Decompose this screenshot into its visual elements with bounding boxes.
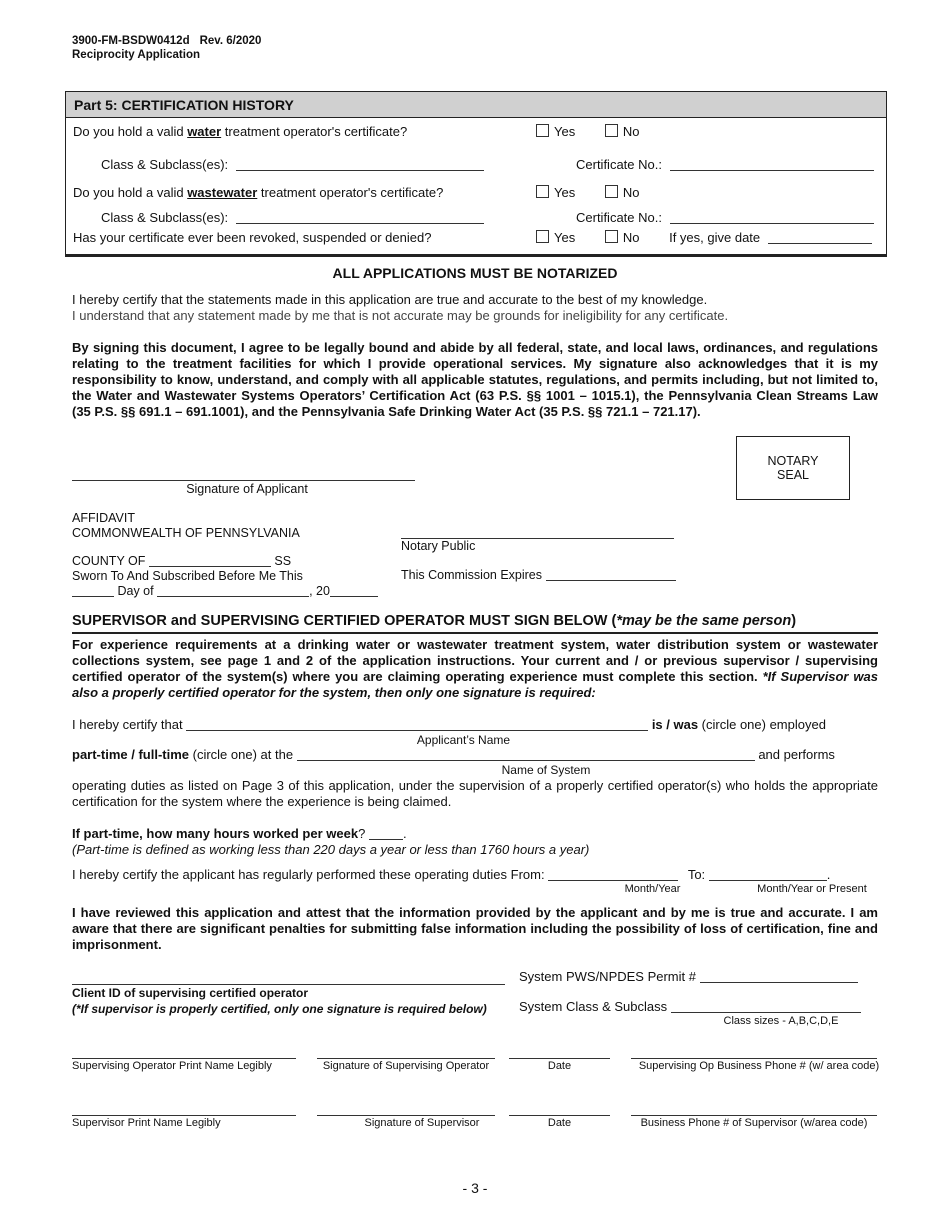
supervisor-intro-note: *If Supervisor was also a properly certified operator for the system, then only one signature is required:	[72, 669, 878, 700]
supervisor-name-caption: Supervisor Print Name Legibly	[72, 1117, 221, 1129]
operator-date-line[interactable]	[509, 1058, 610, 1059]
performed-from-label: I hereby certify the applicant has regularly performed these operating duties From:	[72, 867, 545, 882]
month-year-caption: Month/Year	[624, 883, 681, 895]
year-prefix: , 20	[309, 584, 330, 598]
day-field[interactable]	[72, 585, 114, 597]
applicant-name-caption: Applicant’s Name	[416, 733, 511, 747]
signature-of-applicant-label: Signature of Applicant	[186, 482, 308, 496]
operator-phone-caption: Supervising Op Business Phone # (w/ area code)	[638, 1060, 880, 1072]
wastewater-class-row	[101, 210, 484, 225]
form-title: Reciprocity Application	[72, 49, 201, 61]
certify-statement	[72, 292, 878, 324]
notary-public-label: Notary Public	[401, 539, 476, 553]
commission-expires-row	[401, 568, 676, 582]
performed-dates-row: I hereby certify the applicant has regularly performed these operating duties From: To: .	[72, 867, 831, 882]
water-cert-no-row	[576, 157, 874, 172]
wastewater-cert-question: Do you hold a valid wastewater treatment operator's certificate?	[73, 185, 444, 200]
to-date-field[interactable]	[709, 867, 827, 881]
supervisor-name-line[interactable]	[72, 1115, 296, 1116]
part-time-note: (Part-time is defined as working less than 220 days a year or less than 1760 hours a year)	[72, 842, 590, 857]
part-full-label: part-time / full-time	[72, 747, 190, 762]
wastewater-class-field[interactable]	[236, 210, 484, 224]
no-label: No	[622, 230, 640, 245]
day-of-row	[72, 584, 378, 599]
supervisor-title-note: *may be the same person	[616, 613, 792, 629]
revoked-question: Has your certificate ever been revoked, suspended or denied?	[73, 230, 432, 245]
notary-seal-box	[736, 436, 850, 500]
is-was-label: is / was	[651, 717, 699, 732]
system-name-field[interactable]	[297, 747, 755, 761]
revoked-yes-no	[536, 230, 872, 245]
system-class-field[interactable]	[671, 999, 861, 1013]
certification-history-section	[65, 91, 887, 257]
supervisor-signature-line[interactable]	[317, 1115, 495, 1116]
system-class-label: System Class & Subclass	[519, 999, 668, 1014]
certify-that-label: I hereby certify that	[72, 717, 183, 732]
operator-date-caption: Date	[547, 1060, 572, 1072]
system-name-caption: Name of System	[501, 763, 591, 777]
certify-line-2: I understand that any statement made by me that is not accurate may be grounds for ineligibility for any certificate.	[72, 308, 729, 323]
supervisor-title-rule	[72, 632, 878, 634]
supervisor-phone-line[interactable]	[631, 1115, 877, 1116]
client-id-note: (*If supervisor is properly certified, only one signature is required below)	[72, 1002, 487, 1016]
hours-question: If part-time, how many hours worked per week	[72, 826, 359, 841]
water-keyword: water	[187, 124, 222, 139]
form-revision: Rev. 6/2020	[199, 35, 262, 47]
form-header	[72, 34, 261, 62]
wastewater-yes-checkbox[interactable]	[536, 185, 549, 198]
commonwealth-label: COMMONWEALTH OF PENNSYLVANIA	[72, 526, 300, 540]
water-cert-no-field[interactable]	[670, 157, 874, 171]
water-class-field[interactable]	[236, 157, 484, 171]
yes-label: Yes	[554, 124, 576, 139]
supervisor-date-line[interactable]	[509, 1115, 610, 1116]
notary-seal-line-1: NOTARY	[767, 454, 819, 468]
hours-question-row: If part-time, how many hours worked per week? .	[72, 826, 407, 841]
circle-one-employed-label: (circle one) employed	[698, 717, 826, 732]
water-yes-checkbox[interactable]	[536, 124, 549, 137]
class-sizes-caption: Class sizes - A,B,C,D,E	[723, 1015, 839, 1027]
revoked-no-checkbox[interactable]	[605, 230, 618, 243]
cert-no-label: Certificate No.:	[576, 210, 662, 225]
pws-permit-field[interactable]	[700, 969, 858, 983]
notary-seal-line-2: SEAL	[777, 468, 809, 482]
affidavit-title: AFFIDAVIT	[72, 511, 135, 525]
no-label: No	[622, 185, 640, 200]
pws-permit-row	[519, 969, 858, 984]
operating-duties-text: operating duties as listed on Page 3 of this application, under the supervision of a properly certified operator(s) who holds the appropriate certification for the system where the experience is being claimed.	[72, 778, 878, 809]
certify-employment-row	[72, 717, 878, 732]
water-yes-no	[536, 124, 639, 139]
operator-name-caption: Supervising Operator Print Name Legibly	[72, 1060, 272, 1072]
sworn-label: Sworn To And Subscribed Before Me This	[72, 569, 303, 583]
year-field[interactable]	[330, 585, 378, 597]
applicant-name-field[interactable]	[186, 717, 648, 731]
cert-no-label: Certificate No.:	[576, 157, 662, 172]
hours-per-week-field[interactable]	[369, 826, 403, 840]
yes-label: Yes	[554, 230, 576, 245]
system-row	[72, 747, 878, 762]
commission-expires-field[interactable]	[546, 569, 676, 581]
operator-signature-caption: Signature of Supervising Operator	[322, 1060, 490, 1072]
signing-paragraph: By signing this document, I agree to be legally bound and abide by all federal, state, and local laws, ordinances, and regulations relating to the treatment facilities for which I provide operational services. My signature also acknowledges that it is my responsibility to know, understand, and comply with all applicable statutes, regulations, and permits including, but not limited to, the Water and Wastewater Systems Operators’ Certification Act (63 P.S. §§ 1001 – 1015.1), the Pennsylvania Clean Streams Law (35 P.S. §§ 691.1 – 691.1001), and the Pennsylvania Safe Drinking Water Act (35 P.S. §§ 721.1 – 721.17).	[72, 340, 878, 419]
wastewater-cert-no-field[interactable]	[670, 210, 874, 224]
system-class-row	[519, 999, 861, 1014]
water-cert-question: Do you hold a valid water treatment operator's certificate?	[73, 124, 408, 139]
revoked-date-field[interactable]	[768, 230, 872, 244]
county-field[interactable]	[149, 555, 271, 567]
county-of-label: COUNTY OF	[72, 554, 146, 568]
applicant-signature-line[interactable]	[72, 480, 415, 481]
yes-label: Yes	[554, 185, 576, 200]
from-date-field[interactable]	[548, 867, 678, 881]
wastewater-cert-no-row	[576, 210, 874, 225]
operator-signature-line[interactable]	[317, 1058, 495, 1059]
no-label: No	[622, 124, 640, 139]
wastewater-keyword: wastewater	[187, 185, 258, 200]
circle-one-at-label: (circle one) at the	[189, 747, 294, 762]
supervisor-date-caption: Date	[547, 1117, 572, 1129]
supervisor-signature-caption: Signature of Supervisor	[364, 1117, 480, 1129]
class-label: Class & Subclass(es):	[101, 157, 229, 172]
wastewater-yes-no	[536, 185, 639, 200]
page-number: - 3 -	[462, 1180, 488, 1196]
water-no-checkbox[interactable]	[605, 124, 618, 137]
month-field[interactable]	[157, 585, 309, 597]
supervisor-intro: For experience requirements at a drinking water or wastewater treatment system, water distribution system or wastewater collections system, see page 1 and 2 of the application instructions. Your current and / or previous supervisor / supervising certified operator of the system(s) where you are claiming operating experience must complete this section. *If Supervisor was also a properly certified operator for the system, then only one signature is required:	[72, 637, 878, 700]
and-performs-label: and performs	[758, 747, 835, 762]
attest-paragraph: I have reviewed this application and attest that the information provided by the applicant and by me is true and accurate. I am aware that there are significant penalties for submitting false information including the possibility of loss of certification, fine and imprisonment.	[72, 905, 878, 952]
give-date-label: If yes, give date	[669, 230, 761, 245]
commission-expires-label: This Commission Expires	[401, 568, 543, 582]
day-of-label: Day of	[117, 584, 154, 598]
supervisor-title: SUPERVISOR and SUPERVISING CERTIFIED OPERATOR MUST SIGN BELOW (*may be the same person)	[72, 613, 797, 629]
month-year-present-caption: Month/Year or Present	[757, 883, 867, 895]
form-id: 3900-FM-BSDW0412d	[72, 35, 190, 47]
county-row	[72, 554, 378, 569]
client-id-block	[72, 985, 487, 1017]
pws-permit-label: System PWS/NPDES Permit #	[519, 969, 696, 984]
operator-name-line[interactable]	[72, 1058, 296, 1059]
section-title: Part 5: CERTIFICATION HISTORY	[66, 92, 886, 118]
ss-label: SS	[274, 554, 292, 568]
certify-line-1: I hereby certify that the statements made in this application are true and accurate to the best of my knowledge.	[72, 292, 708, 307]
water-class-row	[101, 157, 484, 172]
revoked-yes-checkbox[interactable]	[536, 230, 549, 243]
supervisor-phone-caption: Business Phone # of Supervisor (w/area code)	[640, 1117, 868, 1129]
class-label: Class & Subclass(es):	[101, 210, 229, 225]
affidavit-block	[72, 511, 378, 599]
operator-phone-line[interactable]	[631, 1058, 877, 1059]
client-id-label: Client ID of supervising certified operator	[72, 986, 309, 1000]
to-label: To:	[687, 867, 706, 882]
wastewater-no-checkbox[interactable]	[605, 185, 618, 198]
notarized-title: ALL APPLICATIONS MUST BE NOTARIZED	[332, 265, 618, 281]
